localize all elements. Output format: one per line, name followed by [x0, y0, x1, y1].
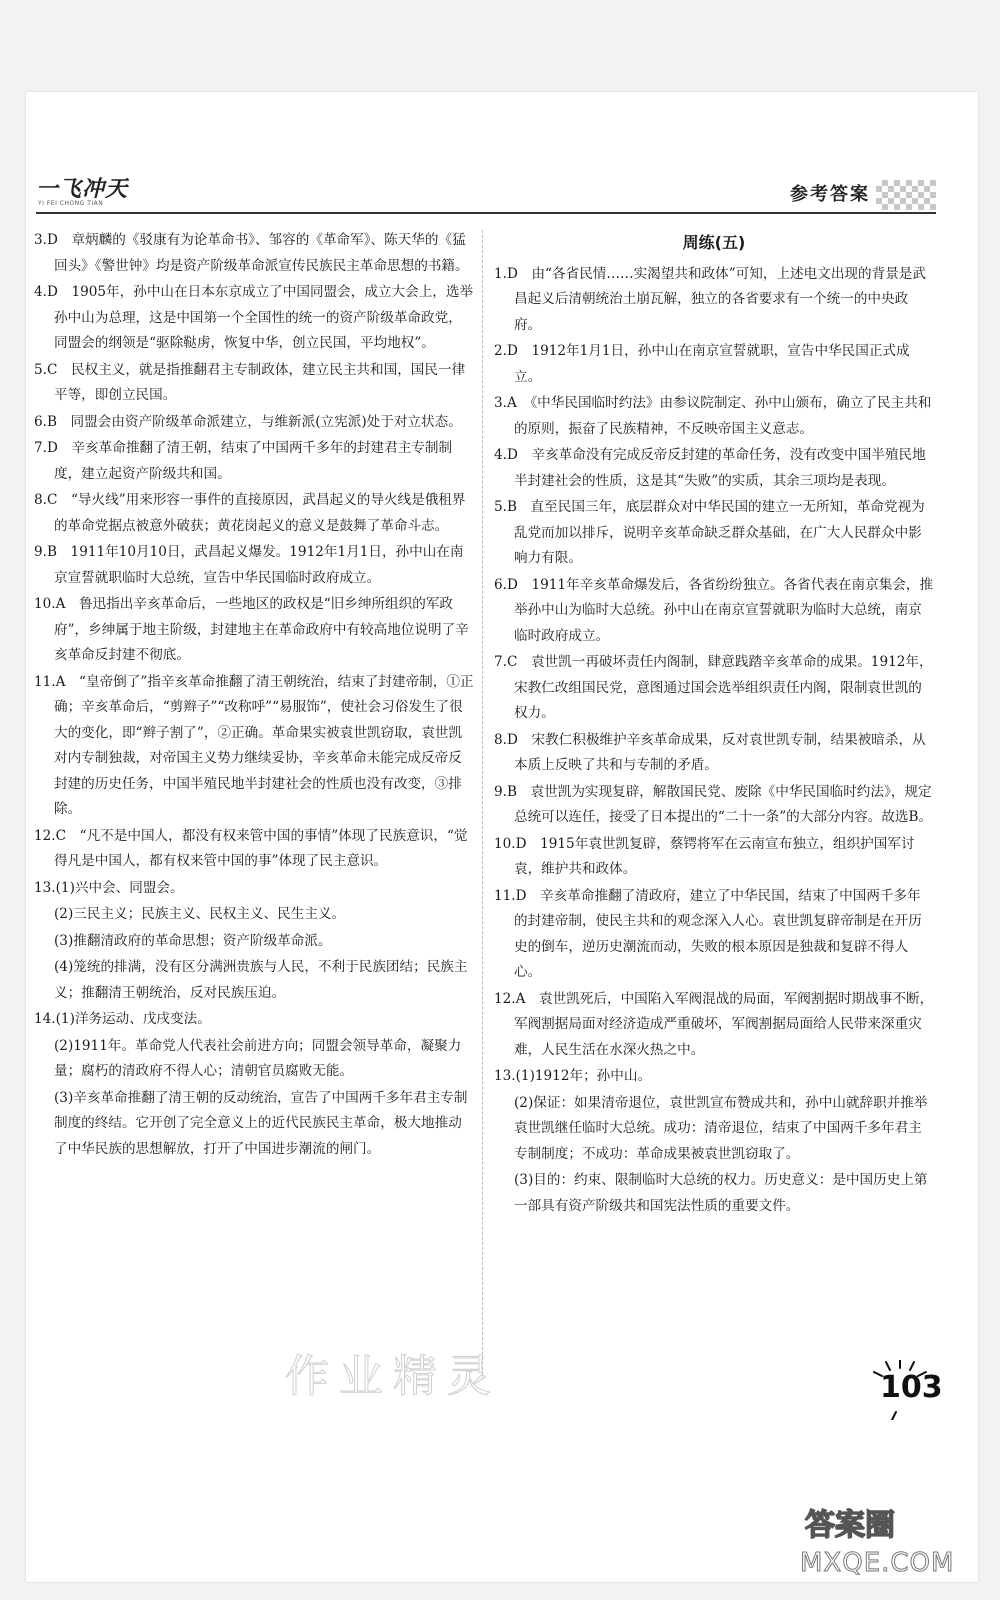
watermark-text: 作业精灵 [285, 1351, 501, 1402]
answer-item: 7.D 辛亥革命推翻了清王朝，结束了中国两千多年的封建君主专制制度，建立起资产阶级共和国。 [34, 440, 453, 482]
answer-item: 12.C “凡不是中国人，都没有权来管中国的事情”体现了民族意识，“觉得凡是中国人，都有权来管中国的事”体现了民主意识。 [34, 827, 468, 869]
answer-item: 4.D 1905年，孙中山在日本东京成立了中国同盟会，成立大会上，选举孙中山为总理，这是中国第一个全国性的统一的资产阶级革命政党，同盟会的纲领是“驱除鞑虏，恢复中华，创立民国，平均地权”。 [34, 284, 474, 351]
page-number: 103 [880, 1370, 943, 1405]
answer-subpart: (3)目的：约束、限制临时大总统的权力。历史意义：是中国历史上第一部具有资产阶级共和国宪法性质的重要文件。 [514, 1172, 928, 1214]
answer-item: 7.C 袁世凯一再破坏责任内阁制，肆意践踏辛亥革命的成果。1912年，宋教仁改组国民党，意图通过国会选举组织责任内阁，限制袁世凯的权力。 [494, 654, 933, 721]
answers-title: 参考答案 [790, 184, 870, 205]
answer-item: 5.B 直至民国三年，底层群众对中华民国的建立一无所知，革命党视为乱党而加以排斥，说明辛亥革命缺乏群众基础，在广大人民群众中影响力有限。 [494, 499, 925, 566]
answer-item: 3.A 《中华民国临时约法》由参议院制定、孙中山颁布，确立了民主共和的原则，振奋了民族精神，不反映帝国主义意志。 [494, 395, 932, 437]
site-url: MXQE.COM [800, 1548, 955, 1578]
answer-item: 14.(1)洋务运动、戊戌变法。 [34, 1011, 211, 1027]
answer-item: 12.A 袁世凯死后，中国陷入军阀混战的局面，军阀割据时期战事不断，军阀割据局面对经济造成严重破坏，军阀割据局面给人民带来深重灾难，人民生活在水深火热之中。 [494, 990, 934, 1058]
answer-item: 1.D 由“各省民情……实渴望共和政体”可知，上述电文出现的背景是武昌起义后清朝统治土崩瓦解，独立的各省要求有一个统一的中央政府。 [494, 265, 926, 333]
header-rule [36, 212, 936, 214]
answer-item: 6.B 同盟会由资产阶级革命派建立，与维新派(立宪派)处于对立状态。 [34, 413, 462, 430]
answer-subpart: (3)辛亥革命推翻了清王朝的反动统治，宣告了中国两千多年君主专制制度的终结。它开创了完全意义上的近代民族民主革命，极大地推动了中华民族的思想解放，打开了中国进步潮流的闸门。 [54, 1089, 468, 1157]
publisher-logo: 一飞冲天 [36, 177, 129, 202]
answer-item: 10.A 鲁迅指出辛亥革命后，一些地区的政权是“旧乡绅所组织的军政府”，乡绅属于地主阶级，封建地主在革命政府中有较高地位说明了辛亥革命反封建不彻底。 [34, 596, 469, 663]
answer-item: 5.C 民权主义，就是指推翻君主专制政体，建立民主共和国，国民一律平等，即创立民国。 [34, 361, 466, 403]
answer-item: 3.D 章炳麟的《驳康有为论革命书》、邹容的《革命军》、陈天华的《猛回头》《警世钟》均是资产阶级革命派宣传民族民主革命思想的书籍。 [34, 232, 469, 274]
answer-item: 11.A “皇帝倒了”指辛亥革命推翻了清王朝统治，结束了封建帝制，①正确；辛亥革命后，“剪辫子”“改称呼”“易服饰”，使社会习俗发生了很大的变化，即“辫子割了”，②正确。革命果实被袁世凯窃取，袁世凯对内专制独裁，对帝国主义势力继续妥协，辛亥革命未能完成反帝反封建的历史任务，中国半殖民地半封建社会的性质也没有改变，③排除。 [34, 673, 474, 817]
publisher-logo-subtitle: YI FEI CHONG TIAN [38, 200, 104, 207]
column-divider [482, 230, 483, 1380]
answer-item: 11.D 辛亥革命推翻了清政府，建立了中华民国，结束了中国两千多年的封建帝制，使民主共和的观念深入人心。袁世凯复辟帝制是在开历史的倒车，逆历史潮流而动，失败的根本原因是独裁和复辟不得人心。 [494, 887, 922, 980]
answer-item: 9.B 袁世凯为实现复辟，解散国民党、废除《中华民国临时约法》，规定总统可以连任，接受了日本提出的“二十一条”的大部分内容。故选B。 [494, 783, 933, 825]
answer-item: 4.D 辛亥革命没有完成反帝反封建的革命任务，没有改变中国半殖民地半封建社会的性质，这是其“失败”的实质，其余三项均是表现。 [494, 447, 926, 489]
answer-item: 2.D 1912年1月1日，孙中山在南京宣誓就职，宣告中华民国正式成立。 [494, 343, 910, 385]
answer-item: 10.D 1915年袁世凯复辟，蔡锷将军在云南宣布独立，组织护国军讨袁，维护共和政体。 [494, 835, 915, 877]
answer-subpart: (2)三民主义；民族主义、民权主义、民生主义。 [54, 906, 346, 922]
answer-item: 8.D 宋教仁积极维护辛亥革命成果，反对袁世凯专制，结果被暗杀，从本质上反映了共和与专制的矛盾。 [494, 731, 926, 773]
answer-item: 8.C “导火线”用来形容一事件的直接原因，武昌起义的导火线是俄租界的革命党据点被意外破获；黄花岗起义的意义是鼓舞了革命斗志。 [34, 492, 466, 534]
answer-item: 9.B 1911年10月10日，武昌起义爆发。1912年1月1日，孙中山在南京宣誓就职临时大总统，宣告中华民国临时政府成立。 [34, 544, 464, 586]
answer-subpart: (2)1911年。革命党人代表社会前进方向；同盟会领导革命，凝聚力量；腐朽的清政府不得人心；清朝官员腐败无能。 [54, 1037, 462, 1079]
answer-item: 6.D 1911年辛亥革命爆发后，各省纷纷独立。各省代表在南京集会，推举孙中山为临时大总统。孙中山在南京宣誓就职为临时大总统，南京临时政府成立。 [494, 576, 934, 644]
answer-subpart: (3)推翻清政府的革命思想；资产阶级革命派。 [54, 932, 332, 949]
left-column [34, 228, 474, 1163]
answer-subpart: (2)保证：如果清帝退位，袁世凯宣布赞成共和，孙中山就辞职并推举袁世凯继任临时大总统。成功：清帝退位，结束了中国两千多年君主专制制度；不成功：革命成果被袁世凯窃取了。 [514, 1094, 928, 1162]
page-header [36, 172, 936, 220]
answer-item: 13.(1)1912年；孙中山。 [494, 1068, 652, 1084]
right-column [494, 228, 934, 1220]
answer-subpart: (4)笼统的排满，没有区分满洲贵族与人民，不利于民族团结；民族主义；推翻清王朝统治，反对民族压迫。 [54, 959, 468, 1001]
site-logo: 答案圈 [805, 1508, 895, 1543]
answer-item: 13.(1)兴中会、同盟会。 [34, 879, 184, 896]
section-title: 周练(五) [682, 233, 746, 252]
checker-pattern-icon [876, 180, 936, 210]
